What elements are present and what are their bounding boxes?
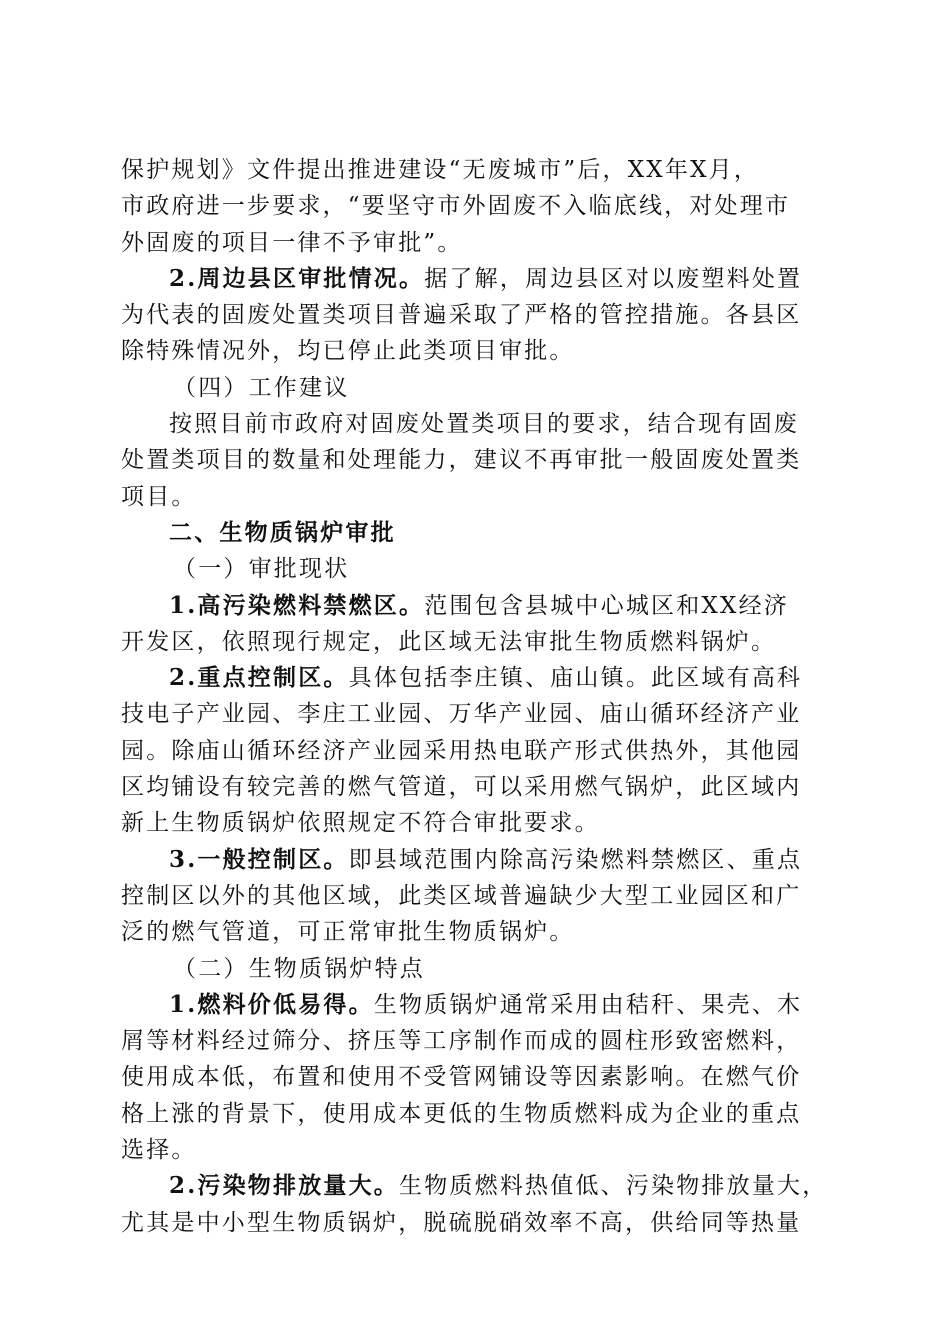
text-line: 泛的燃气管道，可正常审批生物质锅炉。	[121, 919, 575, 946]
text-line: 使用成本低，布置和使用不受管网铺设等因素影响。在燃气价	[121, 1064, 802, 1091]
text-line: 外固废的项目一律不予审批”。	[121, 229, 463, 256]
paragraph-text: 生物质锅炉通常采用由秸秆、果壳、木	[373, 991, 803, 1018]
paragraph-text: 生物质燃料热值低、污染物排放量大，	[399, 1173, 828, 1200]
text-line: 市政府进一步要求，“要坚守市外固废不入临底线，对处理市	[121, 193, 791, 220]
text-line: 区均铺设有较完善的燃气管道，可以采用燃气锅炉，此区域内	[121, 774, 802, 801]
paragraph-lead: 2.重点控制区。	[169, 664, 349, 692]
paragraph-first-line	[121, 842, 826, 878]
paragraph-first-line	[121, 987, 826, 1023]
paragraph-text: 范围包含县城中心城区和XX经济	[424, 592, 789, 619]
paragraph-first-line	[121, 261, 826, 297]
paragraph-lead: 1.燃料价低易得。	[169, 990, 374, 1018]
paragraph-first-line	[121, 660, 826, 696]
text-line: 按照目前市政府对固废处置类项目的要求，结合现有固废	[169, 411, 799, 438]
text-line: 技电子产业园、李庄工业园、万华产业园、庙山循环经济产业	[121, 701, 802, 728]
section-heading: （一）审批现状	[173, 556, 350, 583]
document-body	[121, 152, 826, 1241]
text-line: 项目。	[121, 483, 197, 510]
text-line: 园。除庙山循环经济产业园采用热电联产形式供热外，其他园	[121, 737, 802, 764]
text-line: 除特殊情况外，均已停止此类项目审批。	[121, 338, 575, 365]
paragraph-first-line	[121, 588, 826, 624]
text-line: 屑等材料经过筛分、挤压等工序制作而成的圆柱形致密燃料，	[121, 1028, 802, 1055]
text-line: 开发区，依照现行规定，此区域无法审批生物质燃料锅炉。	[121, 628, 777, 655]
paragraph-text: 具体包括李庄镇、庙山镇。此区域有高科	[348, 665, 803, 692]
section-heading: （二）生物质锅炉特点	[173, 955, 425, 982]
text-line: 尤其是中小型生物质锅炉，脱硫脱硝效率不高，供给同等热量	[121, 1209, 802, 1236]
text-line: 选择。	[121, 1137, 197, 1164]
paragraph-text: 即县域范围内除高污染燃料禁燃区、重点	[348, 846, 803, 873]
text-line: 处置类项目的数量和处理能力，建议不再审批一般固废处置类	[121, 447, 802, 474]
text-line: 为代表的固废处置类项目普遍采取了严格的管控措施。各县区	[121, 302, 802, 329]
paragraph-lead: 2.周边县区审批情况。	[169, 264, 425, 292]
text-line: 保护规划》文件提出推进建设“无废城市”后，XX年X月，	[121, 157, 760, 183]
chapter-heading: 二、生物质锅炉审批	[169, 519, 396, 546]
text-line: 控制区以外的其他区域，此类区域普遍缺少大型工业园区和广	[121, 882, 802, 909]
text-line: 格上涨的背景下，使用成本更低的生物质燃料成为企业的重点	[121, 1100, 802, 1127]
section-heading: （四）工作建议	[173, 374, 350, 401]
text-line: 新上生物质锅炉依照规定不符合审批要求。	[121, 810, 600, 837]
paragraph-lead: 1.高污染燃料禁燃区。	[169, 591, 425, 619]
paragraph-text: 据了解，周边县区对以废塑料处置	[424, 265, 803, 292]
paragraph-lead: 2.污染物排放量大。	[169, 1172, 400, 1200]
paragraph-first-line	[121, 1168, 826, 1204]
paragraph-lead: 3.一般控制区。	[169, 845, 349, 873]
